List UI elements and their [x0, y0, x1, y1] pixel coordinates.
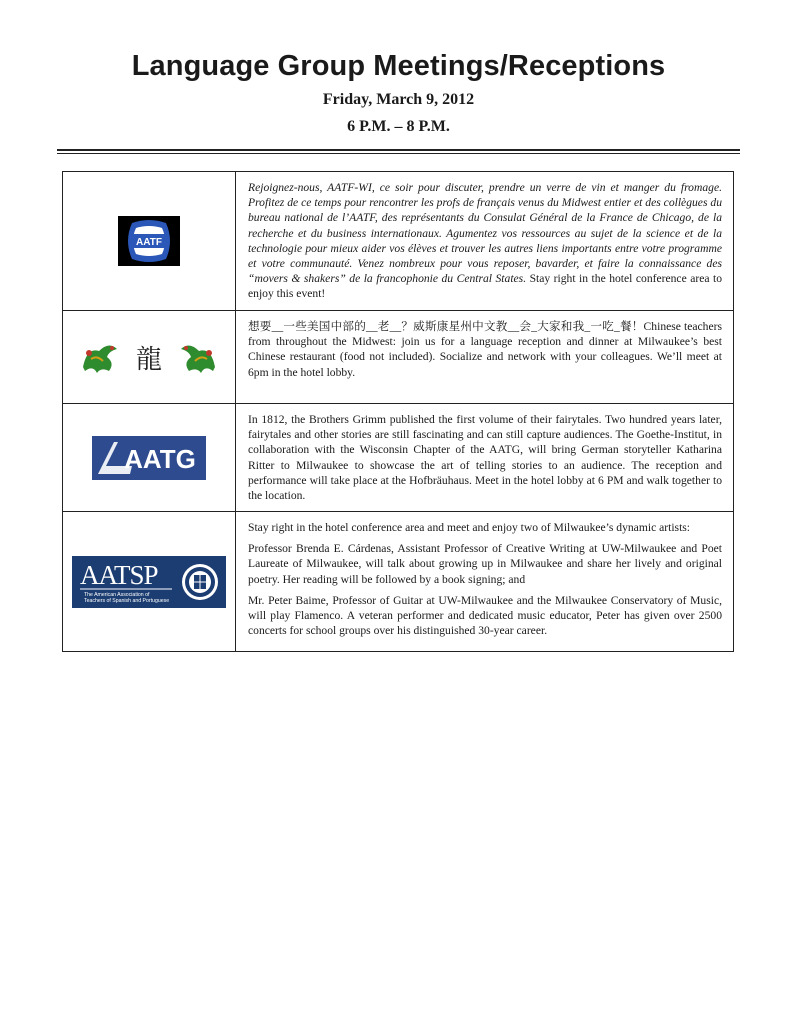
- events-table: [62, 171, 734, 652]
- event-paragraph: Professor Brenda E. Cárdenas, Assistant Professor of Creative Writing at UW-Milwaukee and Poet Laureate of Milwaukee, will talk about growing up in Milwaukee and share her lively and original poetry. Her reading will be followed by a book signing; and: [248, 542, 722, 586]
- event-description: [236, 311, 733, 403]
- aatf-logo-icon: [118, 216, 180, 266]
- event-description: [236, 512, 733, 651]
- event-paragraph: Stay right in the hotel conference area and meet and enjoy two of Milwaukee’s dynamic artists:: [248, 521, 691, 534]
- aatg-logo-text: AATG: [124, 443, 196, 474]
- chinese-dragons-logo-icon: [79, 335, 219, 379]
- event-row-chinese: [63, 311, 733, 404]
- aatg-logo-icon: [92, 436, 206, 480]
- event-time: 6 P.M. – 8 P.M.: [347, 118, 450, 135]
- logo-cell: [63, 404, 236, 511]
- logo-cell: [63, 512, 236, 651]
- logo-cell: [63, 311, 236, 403]
- header-divider-thin: [57, 153, 740, 154]
- french-invitation-text: Rejoignez-nous, AATF-WI, ce soir pour discuter, prendre un verre de vin et manger du fromage. Profitez de ce temps pour rencontrer les profs de français venus du Midwest entier et des collègues du bureau national de l’AATF, des représentants du Consulat Général de la France de Chicago, de la recherche et du business internationaux. Agumentez vos ressources au sujet de la science et de la technologie pour mieux aider vos élèves et trouver les autres liens importants entre votre programme et votre communauté. Venez nombreux pour vous reposer, bavarder, et faire la connaissance des “movers & shakers” de la francophonie du Central States.: [248, 181, 722, 286]
- event-row-aatsp: [63, 512, 733, 652]
- aatf-logo-text: AATF: [136, 237, 162, 248]
- event-date: Friday, March 9, 2012: [322, 91, 475, 108]
- dragon-character-text: 龍: [135, 344, 162, 375]
- event-paragraph: 想要__一些美国中部的__老__？威斯康星州中文教__会_大家和我_一吃_餐！Chinese teachers from throughout the Midwest: join us for a language reception and dinner at Milwaukee’s best Chinese restaurant (food not included). Socialize and network with your colleagues. We’ll meet at 6pm in the hotel lobby.: [248, 320, 722, 379]
- header-divider: [57, 149, 740, 151]
- event-description: [236, 404, 733, 511]
- event-row-aatf: [63, 172, 733, 311]
- event-paragraph: Mr. Peter Baime, Professor of Guitar at UW-Milwaukee and the Milwaukee Conservatory of Music, will play Flamenco. A veteran performer and dedicated music educator, Peter has given over 2500 concerts for school groups over his distinguished 30-year career.: [248, 593, 722, 638]
- aatsp-logo-text: AATSP: [80, 559, 158, 590]
- event-paragraph: [248, 180, 722, 302]
- event-row-aatg: [63, 404, 733, 512]
- logo-cell: [63, 172, 236, 310]
- dragon-right-icon: [177, 337, 219, 377]
- aatsp-logo-subtext-1: The American Association of: [84, 591, 150, 598]
- page-title: Language Group Meetings/Receptions: [131, 50, 666, 82]
- aatsp-logo-subtext-2: Teachers of Spanish and Portuguese: [84, 597, 170, 604]
- event-paragraph: In 1812, the Brothers Grimm published the first volume of their fairytales. Two hundred years later, fairytales and other stories are still fascinating and can still capture audiences. The Goethe-Institut, in collaboration with the Wisconsin Chapter of the AATG, will bring German storyteller Katharina Ritter to Milwaukee to showcase the art of telling stories to an audience. The reception and performance will take place at the Hofbräuhaus. Meet in the hotel lobby at 6 PM and walk together to the location.: [248, 413, 722, 503]
- event-description: [236, 172, 733, 310]
- dragon-left-icon: [79, 337, 121, 377]
- english-note-text: Stay right in the hotel conference area to enjoy this event!: [248, 272, 722, 301]
- aatsp-logo-icon: [72, 556, 226, 608]
